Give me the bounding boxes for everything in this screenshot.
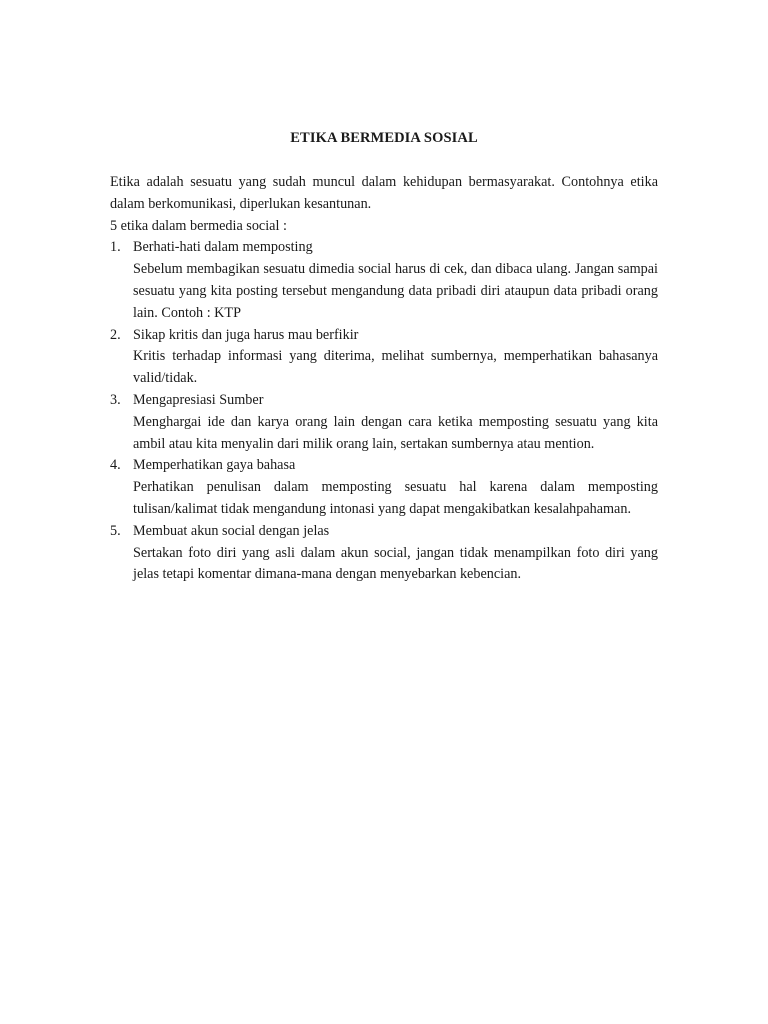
list-item-5 [110, 521, 658, 586]
list-body: Sertakan foto diri yang asli dalam akun social, jangan tidak menampilkan foto diri yang jelas tetapi komentar dimana-mana dengan menyebarkan kebencian. [133, 544, 658, 583]
list-intro: 5 etika dalam bermedia social : [110, 217, 287, 234]
list-body: Kritis terhadap informasi yang diterima, melihat sumbernya, memperhatikan bahasanya valid/tidak. [133, 348, 658, 387]
list-heading: Berhati-hati dalam memposting [133, 239, 313, 256]
list-heading: Sikap kritis dan juga harus mau berfikir [133, 326, 359, 343]
list-number: 1. [110, 239, 121, 256]
list-number: 4. [110, 457, 121, 474]
intro-paragraph: Etika adalah sesuatu yang sudah muncul dalam kehidupan bermasyarakat. Contohnya etika dalam berkomunikasi, diperlukan kesantunan. [110, 174, 658, 212]
list-heading: Memperhatikan gaya bahasa [133, 457, 296, 474]
list-body: Perhatikan penulisan dalam memposting sesuatu hal karena dalam memposting tulisan/kalimat tidak mengandung intonasi yang dapat mengakibatkan kesalahpahaman. [133, 479, 658, 517]
list-heading: Mengapresiasi Sumber [133, 391, 264, 408]
list-number: 2. [110, 326, 121, 343]
list-body: Sebelum membagikan sesuatu dimedia social harus di cek, dan dibaca ulang. Jangan sampai sesuatu yang kita posting tersebut mengandung data pribadi diri ataupun data pribadi orang lain. Contoh : KTP [133, 261, 658, 321]
document-title: ETIKA BERMEDIA SOSIAL [290, 130, 478, 146]
list-number: 5. [110, 522, 121, 539]
list-number: 3. [110, 391, 121, 408]
list-item-1 [110, 237, 658, 324]
list-heading: Membuat akun social dengan jelas [133, 522, 330, 539]
document-body [110, 172, 658, 586]
list-item-3 [110, 390, 658, 455]
list-item-2 [110, 325, 658, 390]
list-body: Menghargai ide dan karya orang lain dengan cara ketika memposting sesuatu yang kita ambil atau kita menyalin dari milik orang lain, sertakan sumbernya atau mention. [133, 413, 658, 452]
list-item-4 [110, 455, 658, 520]
